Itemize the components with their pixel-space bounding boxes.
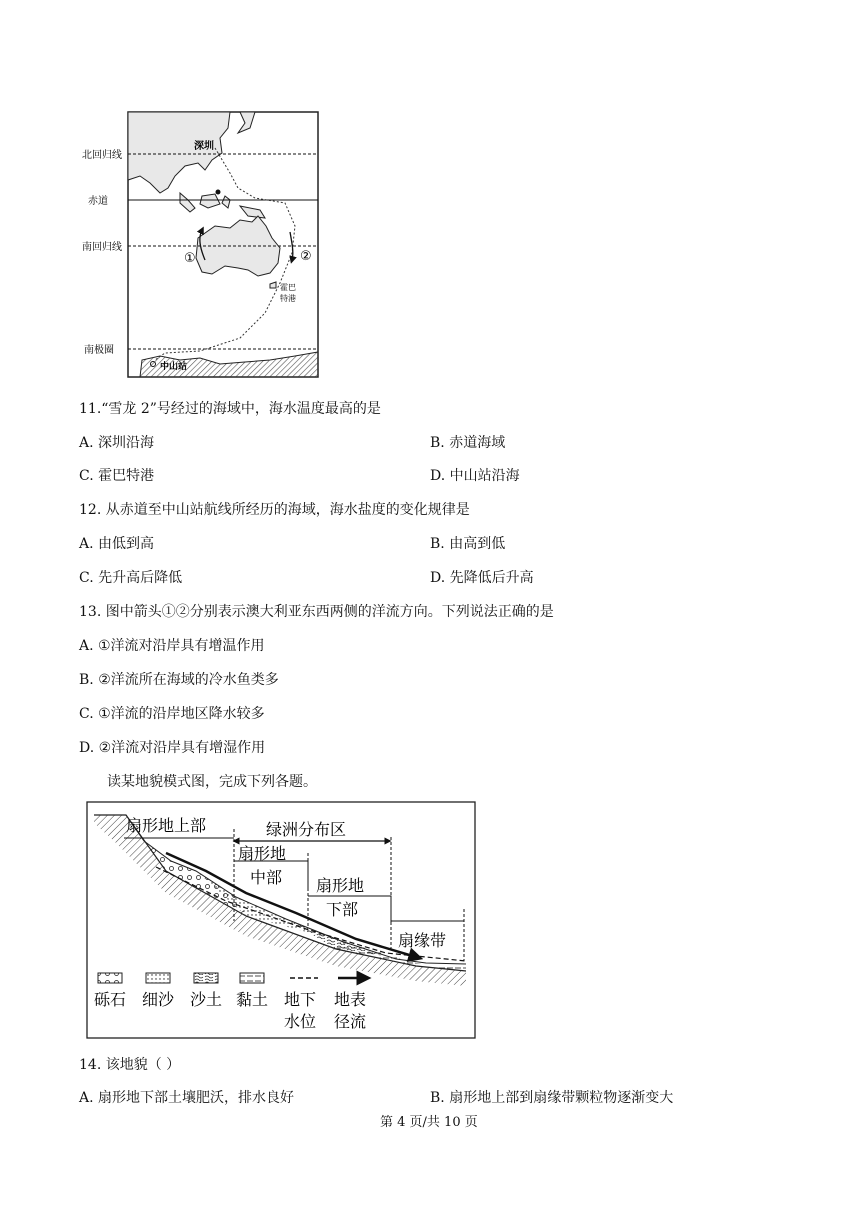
label-lower-fan-1: 扇形地 <box>316 876 365 895</box>
label-tropic-cancer: 北回归线 <box>82 150 122 161</box>
label-hobart-1: 霍巴 <box>280 283 296 292</box>
legend-sand-soil: 沙土 <box>190 990 223 1009</box>
marker-current-2: ② <box>300 249 312 264</box>
marker-current-1: ① <box>184 251 196 266</box>
label-antarctic-circle: 南极圈 <box>84 345 114 356</box>
label-tropic-capricorn: 南回归线 <box>82 242 122 253</box>
q12-option-d: D. 先降低后升高 <box>430 570 534 586</box>
legend-runoff-2: 径流 <box>334 1012 367 1031</box>
legend-clay: 黏土 <box>236 990 269 1009</box>
question-12-stem: 12. 从赤道至中山站航线所经历的海域，海水盐度的变化规律是 <box>79 502 470 518</box>
alluvial-fan-diagram <box>86 801 478 1041</box>
q11-option-d: D. 中山站沿海 <box>430 468 520 484</box>
label-equator: 赤道 <box>88 196 108 207</box>
legend-gravel: 砾石 <box>94 990 127 1009</box>
page-footer: 第 4 页/共 10 页 <box>380 1115 478 1130</box>
landform-intro: 读某地貌模式图，完成下列各题。 <box>107 774 317 790</box>
label-fan-edge: 扇缘带 <box>398 931 447 950</box>
question-13-stem: 13. 图中箭头①②分别表示澳大利亚东西两侧的洋流方向。下列说法正确的是 <box>79 604 554 620</box>
label-shenzhen: 深圳 <box>194 141 214 152</box>
q13-option-b: B. ②洋流所在海域的冷水鱼类多 <box>79 672 279 688</box>
q13-option-a: A. ①洋流对沿岸具有增温作用 <box>79 638 265 654</box>
label-oasis-zone: 绿洲分布区 <box>266 820 347 839</box>
label-hobart-2: 特港 <box>280 294 296 303</box>
label-middle-fan-1: 扇形地 <box>238 844 287 863</box>
q14-option-b: B. 扇形地上部到扇缘带颗粒物逐渐变大 <box>430 1090 674 1106</box>
legend-groundwater-2: 水位 <box>284 1012 317 1031</box>
ocean-route-map <box>80 108 330 383</box>
q11-option-b: B. 赤道海域 <box>430 435 506 451</box>
q11-option-c: C. 霍巴特港 <box>79 468 155 484</box>
q13-option-c: C. ①洋流的沿岸地区降水较多 <box>79 706 265 722</box>
q14-option-a: A. 扇形地下部土壤肥沃，排水良好 <box>79 1090 295 1106</box>
label-lower-fan-2: 下部 <box>326 900 359 919</box>
q11-option-a: A. 深圳沿海 <box>79 435 155 451</box>
q12-option-a: A. 由低到高 <box>79 536 155 552</box>
q12-option-b: B. 由高到低 <box>430 536 506 552</box>
question-14-stem: 14. 该地貌（ ） <box>79 1057 181 1073</box>
legend-groundwater-1: 地下 <box>284 990 317 1009</box>
label-upper-fan: 扇形地上部 <box>126 816 207 835</box>
legend-fine-sand: 细沙 <box>142 990 175 1009</box>
label-middle-fan-2: 中部 <box>250 868 283 887</box>
question-11-stem: 11.“雪龙 2”号经过的海域中，海水温度最高的是 <box>79 401 381 417</box>
q13-option-d: D. ②洋流对沿岸具有增湿作用 <box>79 740 266 756</box>
q12-option-c: C. 先升高后降低 <box>79 570 183 586</box>
legend-runoff-1: 地表 <box>334 990 367 1009</box>
label-zhongshan: 中山站 <box>160 362 188 372</box>
